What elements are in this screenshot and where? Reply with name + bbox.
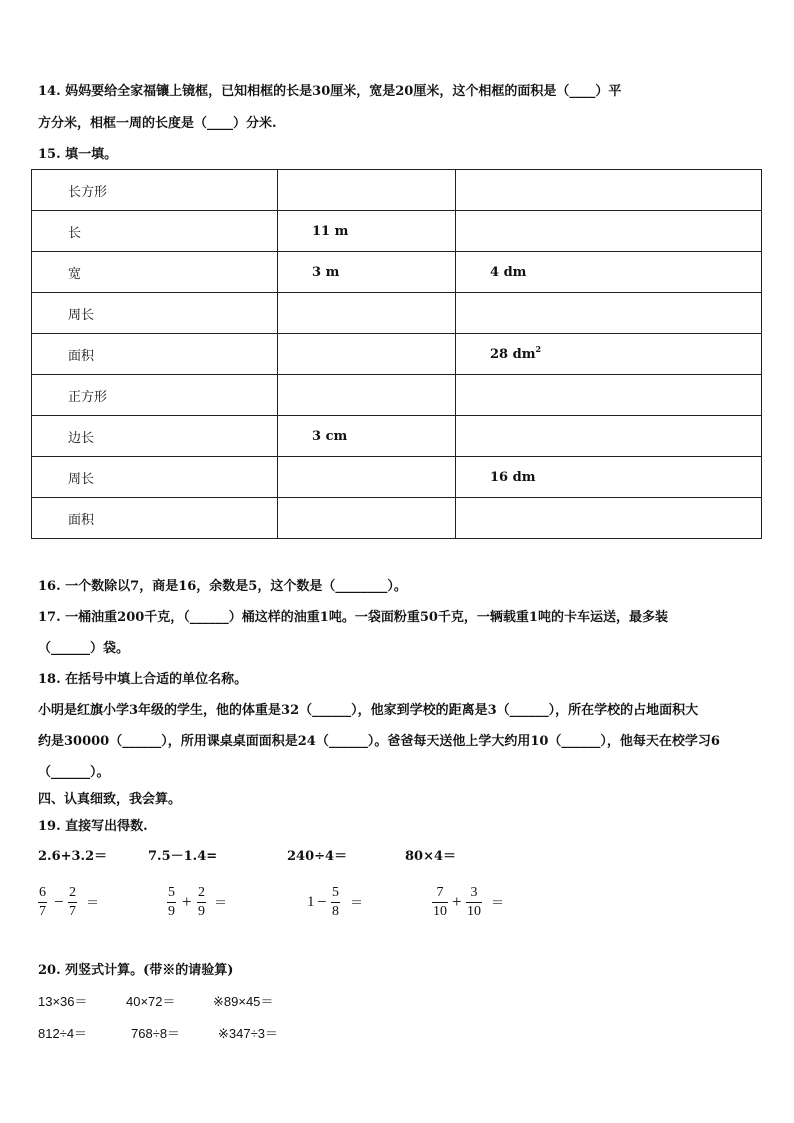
cell-label: 正方形	[32, 375, 278, 416]
q19-expr-3: 240÷4＝	[287, 849, 348, 864]
answer-cell[interactable]	[456, 375, 762, 416]
q15-title: 15. 填一填。	[38, 147, 118, 162]
fraction	[331, 885, 340, 920]
q15-table	[31, 169, 762, 539]
answer-cell[interactable]	[278, 375, 456, 416]
cell-value: 3 m	[278, 252, 456, 293]
table-row	[32, 416, 762, 457]
q19-expr-4: 80×4＝	[405, 849, 457, 864]
denominator: 7	[39, 904, 46, 919]
table-row	[32, 293, 762, 334]
table-row	[32, 457, 762, 498]
q14-line1: 14. 妈妈要给全家福镶上镜框，已知相框的长是30厘米，宽是20厘米，这个相框的面积是（____）平	[38, 84, 622, 99]
q20-expr-5: 768÷8＝	[131, 1026, 181, 1041]
numerator: 3	[470, 885, 478, 900]
answer-cell[interactable]	[456, 416, 762, 457]
whole-number: 1	[307, 894, 315, 910]
cell-label: 边长	[32, 416, 278, 457]
area-exponent: 2	[535, 343, 542, 354]
equals-sign: ＝	[491, 896, 505, 911]
fraction	[68, 885, 77, 920]
fraction	[167, 885, 176, 920]
table-row	[32, 170, 762, 211]
answer-cell[interactable]	[278, 170, 456, 211]
numerator: 2	[198, 885, 205, 900]
answer-cell[interactable]	[456, 293, 762, 334]
table-row	[32, 252, 762, 293]
numerator: 7	[436, 885, 444, 900]
q19-expr-2: 7.5－1.4=	[148, 849, 218, 864]
q18-line3: （______）。	[38, 765, 110, 780]
cell-label: 周长	[32, 293, 278, 334]
q20-expr-2: 40×72＝	[126, 994, 176, 1009]
answer-cell[interactable]	[278, 498, 456, 539]
answer-cell[interactable]	[278, 293, 456, 334]
numerator: 6	[39, 885, 46, 900]
cell-label: 宽	[32, 252, 278, 293]
numerator: 2	[69, 885, 76, 900]
answer-cell[interactable]	[456, 211, 762, 252]
cell-label: 面积	[32, 498, 278, 539]
table-row	[32, 211, 762, 252]
cell-value: 16 dm	[456, 457, 762, 498]
q20-expr-4: 812÷4＝	[38, 1026, 88, 1041]
table-row	[32, 498, 762, 539]
minus-operator: −	[54, 892, 64, 911]
cell-value: 11 m	[278, 211, 456, 252]
q16-text: 16. 一个数除以7，商是16，余数是5，这个数是（________）。	[38, 579, 407, 594]
table-row	[32, 334, 762, 375]
q20-expr-3: ※89×45＝	[213, 994, 274, 1009]
q20-expr-1: 13×36＝	[38, 994, 88, 1009]
cell-value: 3 cm	[278, 416, 456, 457]
area-value: 28 dm	[490, 346, 536, 362]
table-row	[32, 375, 762, 416]
fraction	[432, 885, 448, 920]
plus-operator: +	[182, 892, 192, 911]
answer-cell[interactable]	[278, 334, 456, 375]
cell-label: 周长	[32, 457, 278, 498]
numerator: 5	[332, 885, 339, 900]
denominator: 10	[433, 904, 447, 919]
q19-title: 19. 直接写出得数.	[38, 819, 148, 834]
cell-value	[456, 334, 762, 375]
minus-operator: −	[317, 892, 327, 911]
q19-expr-1: 2.6+3.2＝	[38, 849, 108, 864]
equals-sign: ＝	[214, 896, 228, 911]
q18-line1: 小明是红旗小学3年级的学生，他的体重是32（______），他家到学校的距离是3（______），所在学校的占地面积大	[38, 703, 699, 718]
cell-label: 长	[32, 211, 278, 252]
numerator: 5	[168, 885, 175, 900]
answer-cell[interactable]	[456, 498, 762, 539]
q18-line2: 约是30000（______），所用课桌桌面面积是24（______）。爸爸每天送他上学大约用10（______），他每天在校学习6	[38, 734, 720, 749]
plus-operator: +	[452, 892, 462, 911]
denominator: 8	[332, 904, 339, 919]
denominator: 7	[69, 904, 76, 919]
q20-expr-6: ※347÷3＝	[218, 1026, 278, 1041]
answer-cell[interactable]	[278, 457, 456, 498]
q14-line2: 方分米，相框一周的长度是（____）分米.	[38, 116, 277, 131]
fraction	[197, 885, 206, 920]
cell-label: 长方形	[32, 170, 278, 211]
fraction	[38, 885, 47, 920]
q20-title: 20. 列竖式计算。(带※的请验算)	[38, 963, 234, 978]
q17-line2: （______）袋。	[38, 641, 130, 656]
denominator: 9	[198, 904, 205, 919]
fraction	[466, 885, 482, 920]
answer-cell[interactable]	[456, 170, 762, 211]
equals-sign: ＝	[86, 896, 100, 911]
cell-value: 4 dm	[456, 252, 762, 293]
denominator: 9	[168, 904, 175, 919]
denominator: 10	[467, 904, 481, 919]
q18-title: 18. 在括号中填上合适的单位名称。	[38, 672, 248, 687]
equals-sign: ＝	[350, 896, 364, 911]
cell-label: 面积	[32, 334, 278, 375]
q17-line1: 17. 一桶油重200千克，（______）桶这样的油重1吨。一袋面粉重50千克，一辆载重1吨的卡车运送，最多装	[38, 610, 668, 625]
section-4-heading: 四、认真细致，我会算。	[38, 792, 182, 807]
